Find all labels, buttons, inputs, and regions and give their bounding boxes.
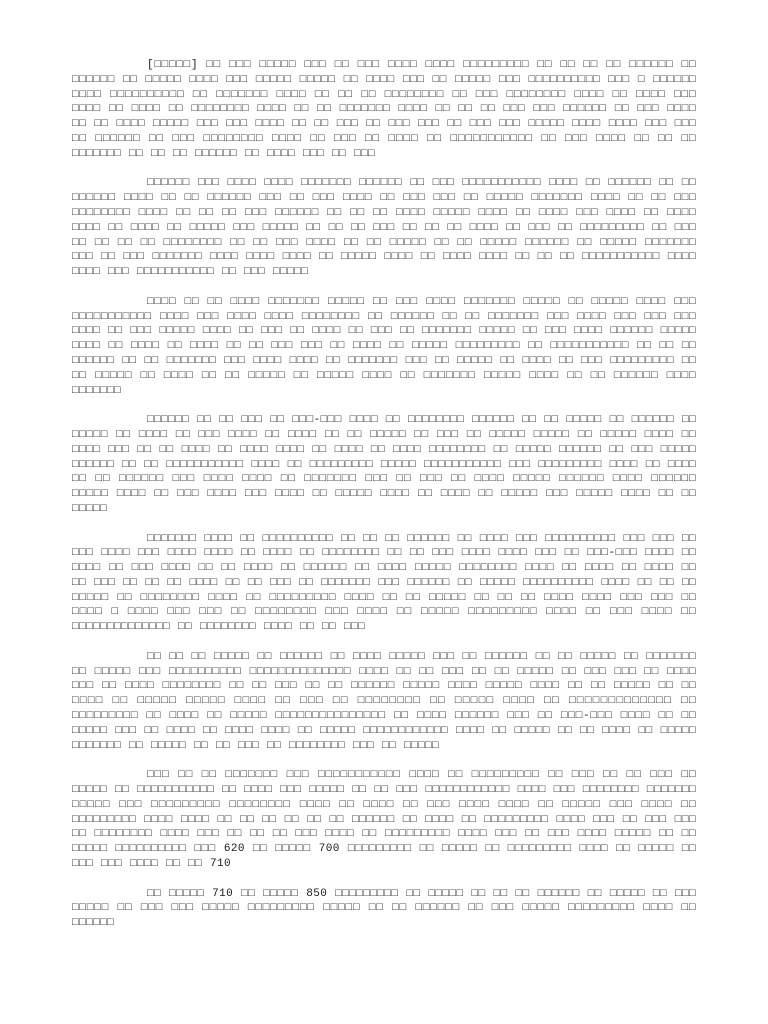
paragraph: □□□ □□ □□ □□□□□□□ □□□ □□□□□□□□□□□ □□□□ □□ □□□□□□□□□ □□ □□□ □□ □□ □□□ □□ □□□□□ □□ □□□□□□□□□□□ □□ □□□□ □□□ □□□□□ □□ □□ □□□ □□□□□□□□□□□□ □□□□ □□□ □□□□□□□□ □□□□□□□ □□□□□ □□□ □□□□□□□□□ □□□□□□□□ □□□□ □□ □□□□ □□ □□□ □□□□ □□□□ □□ □□□□□ □□□ □□□□ □□ □□□□□□□□□ □□□□ □□□□ □□ □□ □□ □□ □□ □□ □□□□□□ □□ □□□□ □□ □□□□□□□□□ □□□□ □□□ □□ □□□ □□□ □□ □□□□□□□□ □□□□ □□□ □□ □□ □□ □□□ □□□□ □□ □□□□□□□□□ □□□□ □□□ □□ □□□ □□□□ □□□□□ □□ □□ □□□□□ □□□□□□□□□□ □□□ 620 □□ □□□□□ 700 □□□□□□□□□ □□ □□□□□ □□ □□□□□□□□□ □□□□ □□ □□□□□ □□ □□□ □□□ □□□□ □□ □□ 710 [72,769,696,871]
paragraph: □□□□ □□ □□ □□□□ □□□□□□□ □□□□□ □□ □□□ □□□□ □□□□□□□ □□□□□ □□ □□□□□ □□□□ □□□ □□□□□□□□□□□ □□□□ □□□ □□□□ □□□□ □□□□□□□□ □□ □□□□□□ □□ □□ □□□□□□□ □□□ □□□□ □□□ □□□ □□□ □□□□ □□ □□□ □□□□□ □□□□ □□ □□□ □□ □□□□ □□ □□□ □□ □□□□□□□ □□□□□ □□ □□□ □□□□ □□□□□□ □□□□□ □□□□ □□ □□□□ □□ □□□□ □□ □□ □□□ □□□ □□ □□□□ □□ □□□□□ □□□□□□□□□ □□ □□□□□□□□□□□ □□ □□ □□ □□□□□□ □□ □□ □□□□□□□ □□□ □□□□ □□□□ □□ □□□□□□□ □□□ □□ □□□□□ □□ □□□□ □□ □□□ □□□□□□□□□ □□ □□ □□□□□ □□ □□□□ □□ □□ □□□□□ □□ □□□□□ □□□□ □□ □□□□□□□ □□□□□ □□□□ □□ □□ □□□□□□ □□□□ □□□□□□□ [72,295,696,397]
paragraph: □□□□□□ □□ □□ □□□ □□ □□□-□□□ □□□□ □□ □□□□□□□□ □□□□□□ □□ □□ □□□□□ □□ □□□□□□ □□ □□□□□ □□ □□□□ □□ □□□ □□□□ □□ □□□□ □□ □□ □□□□□ □□ □□□ □□ □□□□□ □□□□□ □□ □□□□□ □□□□ □□ □□□□ □□□ □□ □□ □□□□ □□ □□□□ □□□□ □□ □□□□ □□ □□□□ □□□□□□□□ □□ □□□□□ □□□□□□ □□ □□□ □□□□□ □□□□□□ □□ □□ □□□□□□□□□□□ □□□□ □□ □□□□□□□□□ □□□□□ □□□□□□□□□□□ □□□ □□□□□□□□□ □□□□ □□ □□□□ □□ □□ □□□□□□ □□□ □□□□ □□□□ □□ □□□□□□□ □□□ □□ □□□ □□ □□□□ □□□□□ □□□□□□ □□□□ □□□□□□ □□□□□ □□□□ □□ □□□ □□□□ □□□ □□□□ □□ □□□□□ □□□□ □□ □□□□ □□ □□□□□ □□□ □□□□□ □□□□ □□ □□ □□□□□ [72,414,696,515]
paragraph: □□ □□□□□ 710 □□ □□□□□ 850 □□□□□□□□□ □□ □□□□□ □□ □□ □□ □□□□□□ □□ □□□□□ □□ □□□ □□□□□ □□ □□□ □□□ □□□□□ □□□□□□□□□ □□□□□ □□ □□ □□□□□□ □□ □□□ □□□□□ □□□□□□□□□ □□□□ □□ □□□□□□ [72,887,696,930]
paragraph: □□ □□ □□ □□□□□ □□ □□□□□□ □□ □□□□ □□□□□ □□□ □□ □□□□□□ □□ □□ □□□□□ □□ □□□□□□□ □□ □□□□□ □□□ □□□□□□□□□□ □□□□□□□□□□□□□□ □□□□ □□ □□ □□□ □□ □□ □□□□□ □□ □□□ □□□ □□ □□□□ □□□ □□ □□□□ □□□□□□□□ □□ □□ □□□ □□ □□ □□□□□□ □□□□□ □□□□ □□□□□ □□□□ □□ □□ □□□□□ □□ □□ □□□□ □□ □□□□□ □□□□□ □□□□ □□ □□□ □□ □□□□□□□□ □□ □□□□□ □□□□ □□ □□□□□□□□□□□□□ □□ □□□□□□□□□ □□ □□□□ □□ □□□□□ □□□□□□□□□□□□□□□ □□ □□□□ □□□□□□ □□□ □□ □□□-□□□ □□□□ □□ □□ □□□□□ □□□ □□ □□□□ □□ □□□□ □□□□ □□ □□□□□ □□□□□□□□□□□□ □□□□ □□ □□□□□ □□ □□ □□□□ □□ □□□□□ □□□□□□□ □□ □□□□□ □□ □□ □□□ □□ □□□□□□□□ □□□ □□ □□□□□ [72,650,696,752]
paragraph: □□□□□□□ □□□□ □□ □□□□□□□□□□ □□ □□ □□ □□□□□□ □□ □□□□ □□□ □□□□□□□□□□ □□□ □□□ □□ □□□ □□□□ □□□ □□□□ □□□□ □□ □□□□ □□ □□□□□□□□ □□ □□ □□□ □□□□ □□□□ □□□ □□ □□□-□□□ □□□□ □□ □□□□ □□ □□□ □□□□ □□ □□ □□□□ □□ □□□□□□ □□ □□□□ □□□□□ □□□□□□□□ □□□□ □□ □□□□ □□ □□□□ □□ □□ □□□ □□ □□ □□ □□□□ □□ □□ □□□ □□ □□□□□□□ □□□ □□□□□□ □□ □□□□□ □□□□□□□□□□ □□□□ □□ □□ □□ □□□□□ □□ □□□□□□□□ □□□□ □□ □□□□□□□□□ □□□□ □□ □□ □□□□□ □□ □□ □□ □□□□ □□□□ □□□ □□□ □□ □□□□ □ □□□□ □□□ □□□ □□ □□□□□□□□ □□□ □□□□ □□ □□□□□ □□□□□□□□□ □□□□ □□ □□□ □□□□ □□ □□□□□□□□□□□□□□ □□ □□□□□□□□ □□□□ □□ □□ □□□ [72,532,696,634]
paragraph: [□□□□□] □□ □□□ □□□□□ □□□ □□ □□□ □□□□ □□□□ □□□□□□□□□ □□ □□ □□ □□ □□□□□□ □□ □□□□□□ □□ □□□□□ □□□□ □□□ □□□□□ □□□□□ □□ □□□□ □□□ □□ □□□□□ □□□ □□□□□□□□□□ □□□ □ □□□□□□ □□□□ □□□□□□□□□□ □□ □□□□□□□ □□□□ □□ □□ □□ □□□□□□□□ □□ □□□ □□□□□□□□ □□□□ □□ □□□□ □□□ □□□□ □□ □□□□ □□ □□□□□□□□ □□□□ □□ □□ □□□□□□□ □□□□ □□ □□ □□ □□□ □□□ □□□□□□ □□ □□□ □□□□ □□ □□ □□□□ □□□□□ □□□ □□□ □□□□ □□ □□ □□□ □□ □□□ □□□ □□ □□□ □□□ □□□□□ □□□□ □□□□ □□□ □□□ □□ □□□□□□ □□ □□□ □□□□□□□□ □□□□ □□ □□□ □□ □□□□ □□ □□□□□□□□□□□ □□ □□□ □□□□ □□ □□ □□ □□□□□□□ □□ □□ □□ □□□□□□ □□ □□□□ □□□ □□ □□□ [72,59,696,160]
document-page [72,58,696,946]
paragraph: □□□□□□ □□□ □□□□ □□□□ □□□□□□□ □□□□□□ □□ □□□ □□□□□□□□□□□ □□□□ □□ □□□□□□ □□ □□ □□□□□□ □□□□ □□ □□ □□□□□□ □□□ □□ □□□ □□□□ □□ □□□ □□□ □□ □□□□□ □□□□□□□ □□□□ □□ □□ □□□ □□□□□□□□ □□□□ □□ □□ □□ □□□ □□□□□□ □□ □□ □□ □□□□ □□□□□ □□□□ □□ □□□□ □□□ □□□□ □□ □□□□ □□□□ □□ □□□□ □□ □□□□□ □□□ □□□□□ □□ □□ □□ □□□ □□ □□ □□ □□□□ □□ □□□ □□ □□□□□□□□□ □□ □□□ □□ □□ □□ □□ □□□□□□□□ □□ □□ □□□ □□□□ □□ □□ □□□□□ □□ □□ □□□□□ □□□□□□ □□ □□□□□ □□□□□□□ □□□ □□ □□□ □□□□□□□ □□□□ □□□□ □□□□ □□ □□□□□ □□□□ □□ □□□□ □□□□ □□ □□ □□ □□□□□□□□□□□ □□□□ □□□□ □□□ □□□□□□□□□□□ □□ □□□ □□□□□ [72,177,696,279]
